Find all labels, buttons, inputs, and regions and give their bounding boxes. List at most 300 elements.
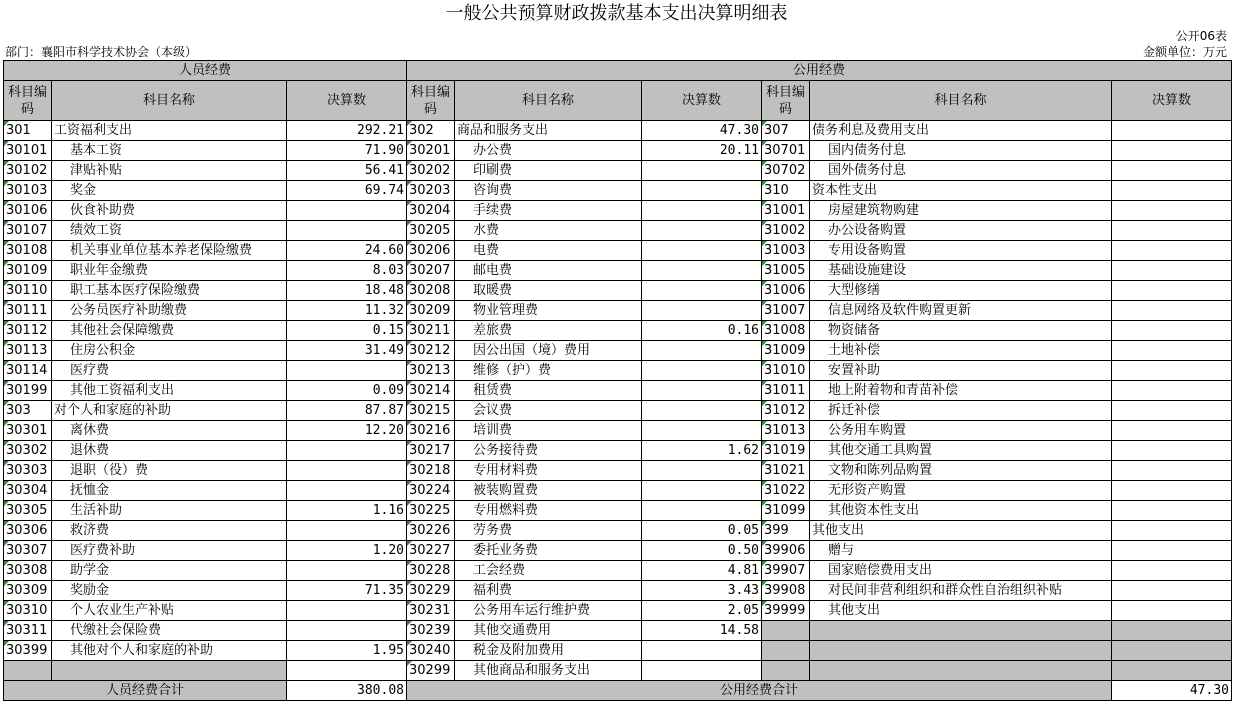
name-cell: 地上附着物和青苗补偿 (810, 381, 1112, 401)
name-cell: 其他对个人和家庭的补助 (52, 641, 287, 661)
name-cell: 其他社会保障缴费 (52, 321, 287, 341)
code-cell: 39908 (762, 581, 810, 601)
code-cell: 30225 (407, 501, 455, 521)
name-cell: 印刷费 (455, 161, 642, 181)
code-cell: 31007 (762, 301, 810, 321)
code-cell: 30110 (4, 281, 52, 301)
amount-cell (642, 201, 762, 221)
name-cell: 取暖费 (455, 281, 642, 301)
amount-cell (287, 221, 407, 241)
code-cell: 30302 (4, 441, 52, 461)
name-cell: 伙食补助费 (52, 201, 287, 221)
name-cell: 抚恤金 (52, 481, 287, 501)
name-cell: 专用燃料费 (455, 501, 642, 521)
table-row (4, 161, 1232, 181)
code-cell: 30111 (4, 301, 52, 321)
code-cell: 30102 (4, 161, 52, 181)
table-row (4, 361, 1232, 381)
name-cell: 公务员医疗补助缴费 (52, 301, 287, 321)
name-cell: 公务接待费 (455, 441, 642, 461)
amount-cell (642, 221, 762, 241)
amount-cell (1112, 501, 1232, 521)
code-cell: 31022 (762, 481, 810, 501)
amount-cell (642, 461, 762, 481)
header-name: 科目名称 (455, 81, 642, 121)
name-cell: 个人农业生产补贴 (52, 601, 287, 621)
amount-cell: 1.62 (642, 441, 762, 461)
name-cell: 国家赔偿费用支出 (810, 561, 1112, 581)
code-cell: 30701 (762, 141, 810, 161)
code-cell: 30240 (407, 641, 455, 661)
name-cell: 会议费 (455, 401, 642, 421)
name-cell: 奖金 (52, 181, 287, 201)
code-cell: 30216 (407, 421, 455, 441)
table-row (4, 241, 1232, 261)
amount-cell (642, 281, 762, 301)
header-code: 科目编码 (762, 81, 810, 121)
name-cell: 培训费 (455, 421, 642, 441)
amount-cell: 12.20 (287, 421, 407, 441)
code-cell: 30207 (407, 261, 455, 281)
amount-cell (1112, 621, 1232, 641)
amount-cell (642, 641, 762, 661)
name-cell: 被装购置费 (455, 481, 642, 501)
name-cell: 邮电费 (455, 261, 642, 281)
section-personnel: 人员经费 (4, 61, 407, 81)
amount-cell (1112, 141, 1232, 161)
code-cell: 39907 (762, 561, 810, 581)
code-cell (4, 661, 52, 681)
amount-cell: 0.16 (642, 321, 762, 341)
amount-cell: 4.81 (642, 561, 762, 581)
name-cell: 绩效工资 (52, 221, 287, 241)
name-cell: 办公费 (455, 141, 642, 161)
table-row (4, 141, 1232, 161)
amount-cell (1112, 421, 1232, 441)
amount-cell (1112, 561, 1232, 581)
table-row (4, 481, 1232, 501)
header-amount: 决算数 (1112, 81, 1232, 121)
name-cell: 住房公积金 (52, 341, 287, 361)
amount-cell (1112, 461, 1232, 481)
code-cell: 30215 (407, 401, 455, 421)
table-row (4, 501, 1232, 521)
code-cell: 30202 (407, 161, 455, 181)
name-cell: 其他支出 (810, 601, 1112, 621)
table-row (4, 381, 1232, 401)
table-row (4, 561, 1232, 581)
code-cell: 30229 (407, 581, 455, 601)
amount-cell: 69.74 (287, 181, 407, 201)
code-cell: 30308 (4, 561, 52, 581)
name-cell (810, 621, 1112, 641)
amount-cell (287, 201, 407, 221)
code-cell: 30112 (4, 321, 52, 341)
table-row (4, 601, 1232, 621)
header-name: 科目名称 (52, 81, 287, 121)
code-cell: 30231 (407, 601, 455, 621)
expenditure-table (3, 60, 1232, 701)
code-cell: 30309 (4, 581, 52, 601)
name-cell: 专用材料费 (455, 461, 642, 481)
table-row (4, 121, 1232, 141)
amount-cell (642, 181, 762, 201)
amount-cell (642, 421, 762, 441)
code-cell: 30205 (407, 221, 455, 241)
code-cell: 30239 (407, 621, 455, 641)
code-cell: 31008 (762, 321, 810, 341)
code-cell: 31009 (762, 341, 810, 361)
code-cell (762, 661, 810, 681)
amount-cell: 1.20 (287, 541, 407, 561)
amount-cell: 71.35 (287, 581, 407, 601)
totals-row (4, 681, 1232, 701)
name-cell: 信息网络及软件购置更新 (810, 301, 1112, 321)
header-amount: 决算数 (642, 81, 762, 121)
code-cell: 30305 (4, 501, 52, 521)
code-cell: 302 (407, 121, 455, 141)
name-cell: 资本性支出 (810, 181, 1112, 201)
table-row (4, 281, 1232, 301)
code-cell: 30212 (407, 341, 455, 361)
amount-cell (1112, 361, 1232, 381)
code-cell: 30103 (4, 181, 52, 201)
table-row (4, 661, 1232, 681)
header-amount: 决算数 (287, 81, 407, 121)
amount-cell (1112, 301, 1232, 321)
name-cell: 助学金 (52, 561, 287, 581)
code-cell: 31002 (762, 221, 810, 241)
amount-cell (1112, 341, 1232, 361)
name-cell: 津贴补贴 (52, 161, 287, 181)
name-cell: 差旅费 (455, 321, 642, 341)
public-total-label: 公用经费合计 (407, 681, 1112, 701)
amount-cell: 3.43 (642, 581, 762, 601)
code-cell: 30214 (407, 381, 455, 401)
name-cell: 福利费 (455, 581, 642, 601)
name-cell: 维修（护）费 (455, 361, 642, 381)
department-label: 部门：襄阳市科学技术协会（本级） (5, 45, 198, 59)
code-cell: 30206 (407, 241, 455, 261)
name-cell: 其他资本性支出 (810, 501, 1112, 521)
amount-cell (1112, 221, 1232, 241)
code-cell: 31003 (762, 241, 810, 261)
unit-label: 金额单位：万元 (1142, 45, 1227, 59)
amount-cell: 0.05 (642, 521, 762, 541)
name-cell: 退休费 (52, 441, 287, 461)
name-cell: 国外债务付息 (810, 161, 1112, 181)
name-cell: 基本工资 (52, 141, 287, 161)
name-cell: 国内债务付息 (810, 141, 1112, 161)
code-cell: 30201 (407, 141, 455, 161)
name-cell: 医疗费补助 (52, 541, 287, 561)
table-row (4, 321, 1232, 341)
code-cell: 30211 (407, 321, 455, 341)
amount-cell (1112, 641, 1232, 661)
amount-cell (642, 381, 762, 401)
name-cell: 离休费 (52, 421, 287, 441)
amount-cell: 8.03 (287, 261, 407, 281)
code-cell: 30114 (4, 361, 52, 381)
code-cell: 30204 (407, 201, 455, 221)
name-cell: 其他交通工具购置 (810, 441, 1112, 461)
name-cell: 大型修缮 (810, 281, 1112, 301)
table-row (4, 621, 1232, 641)
amount-cell (1112, 521, 1232, 541)
code-cell: 307 (762, 121, 810, 141)
table-row (4, 221, 1232, 241)
code-cell: 30208 (407, 281, 455, 301)
amount-cell: 87.87 (287, 401, 407, 421)
code-cell: 31012 (762, 401, 810, 421)
amount-cell: 31.49 (287, 341, 407, 361)
section-public: 公用经费 (407, 61, 1232, 81)
code-cell: 30213 (407, 361, 455, 381)
code-cell: 30226 (407, 521, 455, 541)
amount-cell (642, 481, 762, 501)
code-cell: 30107 (4, 221, 52, 241)
code-cell: 31099 (762, 501, 810, 521)
amount-cell: 14.58 (642, 621, 762, 641)
table-row (4, 581, 1232, 601)
name-cell: 水费 (455, 221, 642, 241)
amount-cell (1112, 321, 1232, 341)
table-row (4, 521, 1232, 541)
amount-cell (1112, 441, 1232, 461)
amount-cell (1112, 381, 1232, 401)
table-row (4, 461, 1232, 481)
name-cell: 其他支出 (810, 521, 1112, 541)
code-cell: 31010 (762, 361, 810, 381)
amount-cell (287, 461, 407, 481)
amount-cell (642, 401, 762, 421)
name-cell: 代缴社会保险费 (52, 621, 287, 641)
name-cell: 医疗费 (52, 361, 287, 381)
code-cell: 30227 (407, 541, 455, 561)
name-cell: 租赁费 (455, 381, 642, 401)
code-cell: 30399 (4, 641, 52, 661)
form-number: 公开06表 (1175, 29, 1227, 43)
name-cell: 机关事业单位基本养老保险缴费 (52, 241, 287, 261)
name-cell: 物业管理费 (455, 301, 642, 321)
amount-cell: 1.16 (287, 501, 407, 521)
name-cell: 房屋建筑物购建 (810, 201, 1112, 221)
code-cell: 30304 (4, 481, 52, 501)
amount-cell (1112, 581, 1232, 601)
code-cell: 30299 (407, 661, 455, 681)
code-cell: 31021 (762, 461, 810, 481)
name-cell: 职工基本医疗保险缴费 (52, 281, 287, 301)
amount-cell (287, 661, 407, 681)
name-cell: 办公设备购置 (810, 221, 1112, 241)
amount-cell (642, 241, 762, 261)
name-cell: 对个人和家庭的补助 (52, 401, 287, 421)
header-code: 科目编码 (4, 81, 52, 121)
amount-cell (642, 661, 762, 681)
code-cell: 30106 (4, 201, 52, 221)
name-cell: 工会经费 (455, 561, 642, 581)
name-cell: 救济费 (52, 521, 287, 541)
name-cell: 对民间非营利组织和群众性自治组织补贴 (810, 581, 1112, 601)
name-cell: 基础设施建设 (810, 261, 1112, 281)
code-cell: 30209 (407, 301, 455, 321)
amount-cell: 20.11 (642, 141, 762, 161)
amount-cell: 24.60 (287, 241, 407, 261)
code-cell: 30310 (4, 601, 52, 621)
amount-cell: 0.09 (287, 381, 407, 401)
name-cell: 物资储备 (810, 321, 1112, 341)
amount-cell (642, 261, 762, 281)
name-cell: 土地补偿 (810, 341, 1112, 361)
amount-cell: 0.50 (642, 541, 762, 561)
code-cell: 30228 (407, 561, 455, 581)
amount-cell (1112, 281, 1232, 301)
amount-cell: 18.48 (287, 281, 407, 301)
amount-cell: 292.21 (287, 121, 407, 141)
amount-cell (1112, 401, 1232, 421)
header-name: 科目名称 (810, 81, 1112, 121)
amount-cell (1112, 181, 1232, 201)
amount-cell (1112, 261, 1232, 281)
amount-cell (287, 561, 407, 581)
name-cell: 职业年金缴费 (52, 261, 287, 281)
name-cell: 其他交通费用 (455, 621, 642, 641)
code-cell: 31001 (762, 201, 810, 221)
amount-cell (1112, 481, 1232, 501)
code-cell: 303 (4, 401, 52, 421)
name-cell: 电费 (455, 241, 642, 261)
code-cell: 301 (4, 121, 52, 141)
table-row (4, 421, 1232, 441)
code-cell (762, 621, 810, 641)
name-cell: 咨询费 (455, 181, 642, 201)
name-cell: 其他商品和服务支出 (455, 661, 642, 681)
amount-cell (1112, 541, 1232, 561)
code-cell (762, 641, 810, 661)
table-row (4, 341, 1232, 361)
code-cell: 31013 (762, 421, 810, 441)
name-cell: 公务用车运行维护费 (455, 601, 642, 621)
amount-cell: 56.41 (287, 161, 407, 181)
name-cell: 其他工资福利支出 (52, 381, 287, 401)
amount-cell (642, 361, 762, 381)
code-cell: 39999 (762, 601, 810, 621)
name-cell: 生活补助 (52, 501, 287, 521)
name-cell (52, 661, 287, 681)
code-cell: 30303 (4, 461, 52, 481)
amount-cell (642, 161, 762, 181)
amount-cell: 11.32 (287, 301, 407, 321)
code-cell: 30307 (4, 541, 52, 561)
table-row (4, 301, 1232, 321)
personnel-total-value: 380.08 (287, 681, 407, 701)
code-cell: 39906 (762, 541, 810, 561)
table-row (4, 181, 1232, 201)
code-cell: 399 (762, 521, 810, 541)
amount-cell (287, 441, 407, 461)
name-cell: 退职（役）费 (52, 461, 287, 481)
amount-cell: 0.15 (287, 321, 407, 341)
amount-cell (1112, 201, 1232, 221)
header-code: 科目编码 (407, 81, 455, 121)
name-cell: 奖励金 (52, 581, 287, 601)
code-cell: 310 (762, 181, 810, 201)
code-cell: 30217 (407, 441, 455, 461)
amount-cell (1112, 661, 1232, 681)
amount-cell (287, 621, 407, 641)
table-row (4, 541, 1232, 561)
amount-cell: 2.05 (642, 601, 762, 621)
personnel-total-label: 人员经费合计 (4, 681, 287, 701)
name-cell: 安置补助 (810, 361, 1112, 381)
code-cell: 31011 (762, 381, 810, 401)
table-row (4, 201, 1232, 221)
name-cell (810, 641, 1112, 661)
code-cell: 30109 (4, 261, 52, 281)
name-cell: 文物和陈列品购置 (810, 461, 1112, 481)
amount-cell (642, 301, 762, 321)
name-cell: 手续费 (455, 201, 642, 221)
amount-cell (287, 481, 407, 501)
name-cell: 赠与 (810, 541, 1112, 561)
code-cell: 31006 (762, 281, 810, 301)
code-cell: 30113 (4, 341, 52, 361)
table-row (4, 641, 1232, 661)
code-cell: 30306 (4, 521, 52, 541)
amount-cell: 1.95 (287, 641, 407, 661)
name-cell (810, 661, 1112, 681)
name-cell: 债务利息及费用支出 (810, 121, 1112, 141)
amount-cell (1112, 161, 1232, 181)
table-row (4, 441, 1232, 461)
code-cell: 31019 (762, 441, 810, 461)
amount-cell (1112, 121, 1232, 141)
amount-cell (642, 341, 762, 361)
amount-cell (1112, 241, 1232, 261)
code-cell: 30218 (407, 461, 455, 481)
public-total-value: 47.30 (1112, 681, 1232, 701)
amount-cell: 47.30 (642, 121, 762, 141)
name-cell: 专用设备购置 (810, 241, 1112, 261)
name-cell: 劳务费 (455, 521, 642, 541)
code-cell: 30224 (407, 481, 455, 501)
code-cell: 30301 (4, 421, 52, 441)
amount-cell: 71.90 (287, 141, 407, 161)
name-cell: 税金及附加费用 (455, 641, 642, 661)
code-cell: 30108 (4, 241, 52, 261)
name-cell: 委托业务费 (455, 541, 642, 561)
name-cell: 因公出国（境）费用 (455, 341, 642, 361)
code-cell: 31005 (762, 261, 810, 281)
report-title: 一般公共预算财政拨款基本支出决算明细表 (445, 3, 788, 24)
name-cell: 拆迁补偿 (810, 401, 1112, 421)
code-cell: 30101 (4, 141, 52, 161)
name-cell: 工资福利支出 (52, 121, 287, 141)
amount-cell (642, 501, 762, 521)
amount-cell (1112, 601, 1232, 621)
name-cell: 无形资产购置 (810, 481, 1112, 501)
code-cell: 30311 (4, 621, 52, 641)
name-cell: 公务用车购置 (810, 421, 1112, 441)
table-row (4, 261, 1232, 281)
amount-cell (287, 521, 407, 541)
amount-cell (287, 361, 407, 381)
amount-cell (287, 601, 407, 621)
name-cell: 商品和服务支出 (455, 121, 642, 141)
code-cell: 30702 (762, 161, 810, 181)
table-row (4, 401, 1232, 421)
code-cell: 30199 (4, 381, 52, 401)
